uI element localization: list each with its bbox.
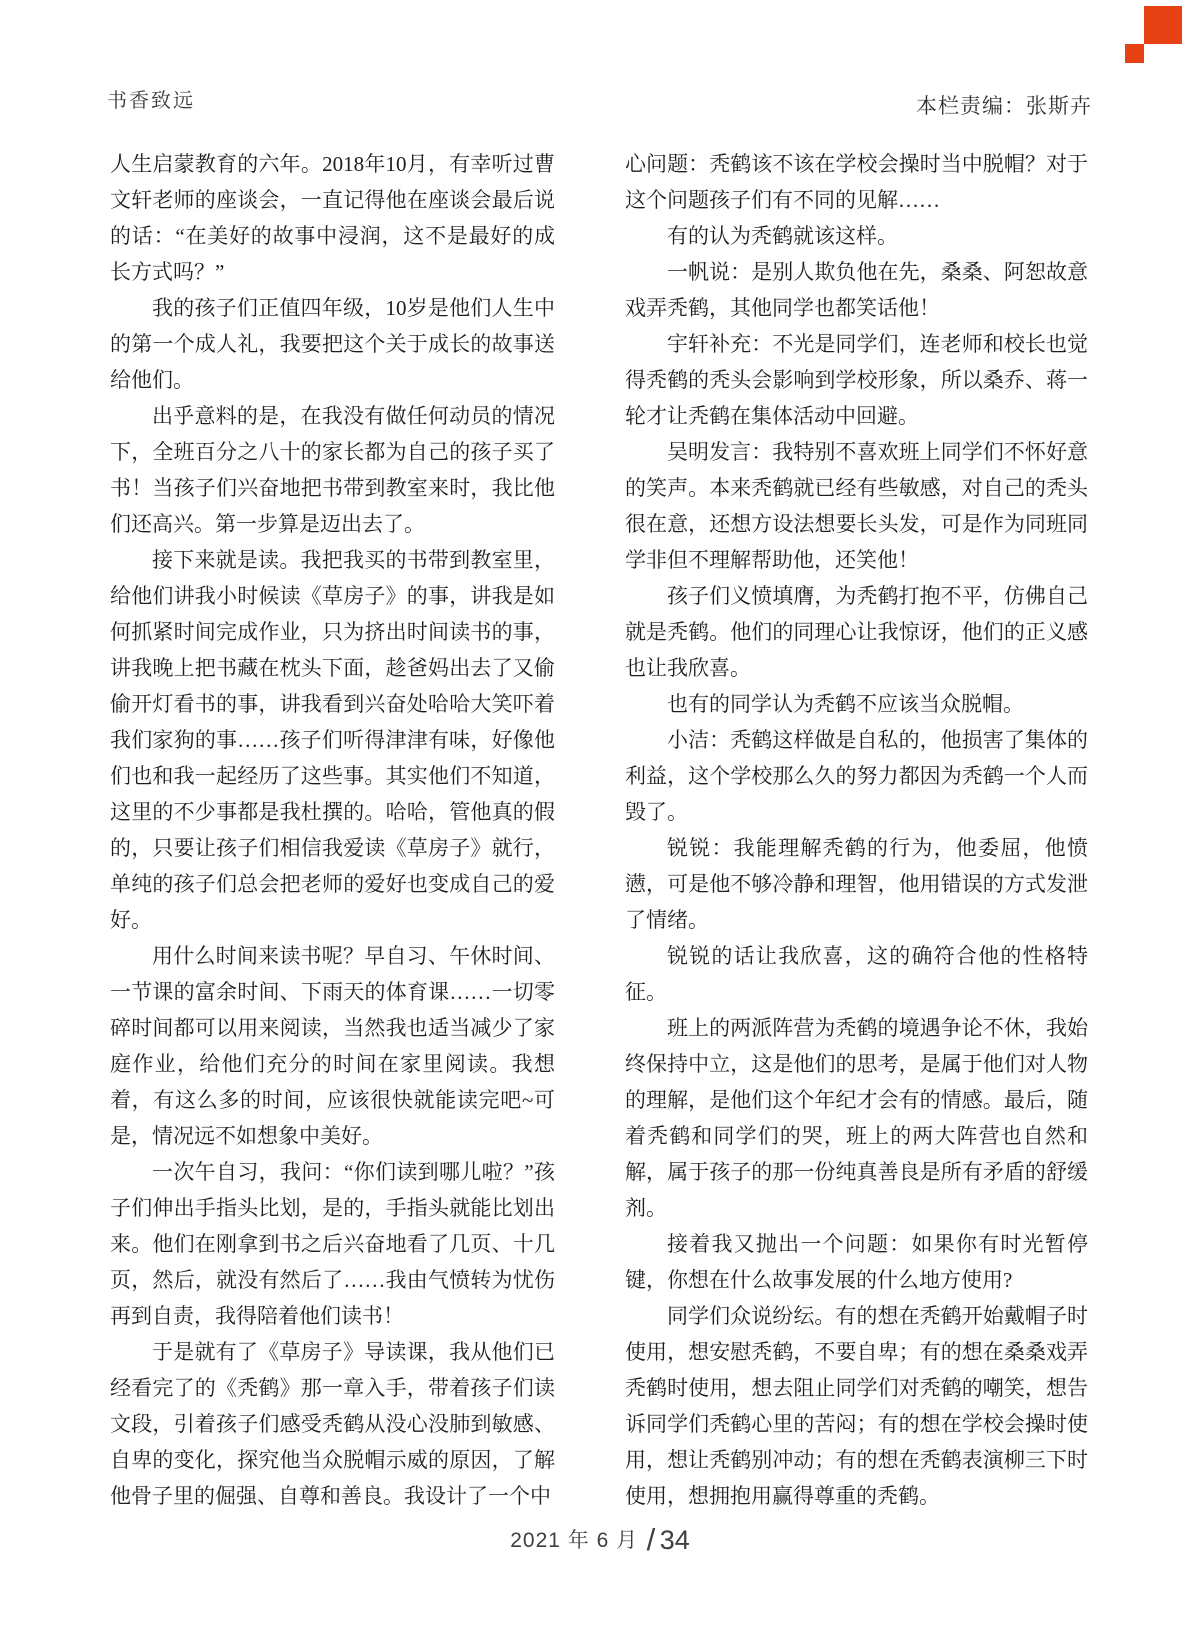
article-paragraph: 一次午自习，我问：“你们读到哪儿啦？”孩子们伸出手指头比划，是的，手指头就能比划出来。他们在刚拿到书之后兴奋地看了几页、十几页，然后，就没有然后了……我由气愤转为忧伤再到自责，我得陪着他们读书！ xyxy=(110,1160,555,1328)
footer-page-number: 34 xyxy=(659,1525,690,1555)
article-paragraph: 接着我又抛出一个问题：如果你有时光暂停键，你想在什么故事发展的什么地方使用? xyxy=(625,1232,1088,1292)
page-footer xyxy=(0,1522,1200,1558)
article-paragraph: 也有的同学认为秃鹤不应该当众脱帽。 xyxy=(667,692,1024,716)
article-paragraph: 吴明发言：我特别不喜欢班上同学们不怀好意的笑声。本来秃鹤就已经有些敏感，对自己的秃头很在意，还想方设法想要长头发，可是作为同班同学非但不理解帮助他，还笑他！ xyxy=(625,440,1088,572)
article-paragraph: 心问题：秃鹤该不该在学校会操时当中脱帽？对于这个问题孩子们有不同的见解…… xyxy=(625,152,1088,212)
article-paragraph: 锐锐：我能理解秃鹤的行为，他委屈，他愤懑，可是他不够冷静和理智，他用错误的方式发泄了情绪。 xyxy=(625,836,1088,932)
article-paragraph: 锐锐的话让我欣喜，这的确符合他的性格特征。 xyxy=(625,944,1088,1004)
article-paragraph: 出乎意料的是，在我没有做任何动员的情况下，全班百分之八十的家长都为自己的孩子买了书！当孩子们兴奋地把书带到教室来时，我比他们还高兴。第一步算是迈出去了。 xyxy=(110,404,555,536)
article-paragraph: 人生启蒙教育的六年。2018年10月，有幸听过曹文轩老师的座谈会，一直记得他在座谈会最后说的话：“在美好的故事中浸润，这不是最好的成长方式吗？” xyxy=(110,152,555,284)
article-paragraph: 用什么时间来读书呢？早自习、午休时间、一节课的富余时间、下雨天的体育课……一切零碎时间都可以用来阅读，当然我也适当减少了家庭作业，给他们充分的时间在家里阅读。我想着，有这么多的时间，应该很快就能读完吧~可是，情况远不如想象中美好。 xyxy=(110,944,555,1148)
article-paragraph: 班上的两派阵营为秃鹤的境遇争论不休，我始终保持中立，这是他们的思考，是属于他们对人物的理解，是他们这个年纪才会有的情感。最后，随着秃鹤和同学们的哭，班上的两大阵营也自然和解，属于孩子的那一份纯真善良是所有矛盾的舒缓剂。 xyxy=(625,1016,1088,1220)
article-paragraph: 一帆说：是别人欺负他在先，桑桑、阿恕故意戏弄秃鹤，其他同学也都笑话他！ xyxy=(625,260,1088,320)
column-editor-credit: 本栏责编：张斯卉 xyxy=(916,95,1092,118)
article-paragraph: 宇轩补充：不光是同学们，连老师和校长也觉得秃鹤的秃头会影响到学校形象，所以桑乔、蒋一轮才让秃鹤在集体活动中回避。 xyxy=(625,332,1088,428)
article-paragraph: 小洁：秃鹤这样做是自私的，他损害了集体的利益，这个学校那么久的努力都因为秃鹤一个人而毁了。 xyxy=(625,728,1088,824)
article-paragraph: 同学们众说纷纭。有的想在秃鹤开始戴帽子时使用，想安慰秃鹤，不要自卑；有的想在桑桑戏弄秃鹤时使用，想去阻止同学们对秃鹤的嘲笑，想告诉同学们秃鹤心里的苦闷；有的想在学校会操时使用，想让秃鹤别冲动；有的想在秃鹤表演柳三下时使用，想拥抱用赢得尊重的秃鹤。 xyxy=(625,1304,1088,1508)
article-paragraph: 于是就有了《草房子》导读课，我从他们已经看完了的《秃鹤》那一章入手，带着孩子们读文段，引着孩子们感受秃鹤从没心没肺到敏感、自卑的变化，探究他当众脱帽示威的原因，了解他骨子里的倔强、自尊和善良。我设计了一个中 xyxy=(110,1340,555,1508)
corner-decoration-large-square xyxy=(1144,6,1182,44)
article-column-right xyxy=(625,146,1088,1514)
article-paragraph: 孩子们义愤填膺，为秃鹤打抱不平，仿佛自己就是秃鹤。他们的同理心让我惊讶，他们的正义感也让我欣喜。 xyxy=(625,584,1088,680)
article-column-left xyxy=(110,146,555,1514)
article-paragraph: 有的认为秃鹤就该这样。 xyxy=(667,224,898,248)
article-paragraph: 接下来就是读。我把我买的书带到教室里，给他们讲我小时候读《草房子》的事，讲我是如何抓紧时间完成作业，只为挤出时间读书的事，讲我晚上把书藏在枕头下面，趁爸妈出去了又偷偷开灯看书的事，讲我看到兴奋处哈哈大笑吓着我们家狗的事……孩子们听得津津有味，好像他们也和我一起经历了这些事。其实他们不知道，这里的不少事都是我杜撰的。哈哈，管他真的假的，只要让孩子们相信我爱读《草房子》就行，单纯的孩子们总会把老师的爱好也变成自己的爱好。 xyxy=(110,548,555,932)
corner-decoration-small-square xyxy=(1125,44,1144,63)
footer-date: 2021 年 6 月 xyxy=(510,1529,639,1552)
footer-slash: / xyxy=(646,1522,656,1557)
article-paragraph: 我的孩子们正值四年级，10岁是他们人生中的第一个成人礼，我要把这个关于成长的故事送给他们。 xyxy=(110,296,555,392)
section-title: 书香致远 xyxy=(107,90,195,112)
